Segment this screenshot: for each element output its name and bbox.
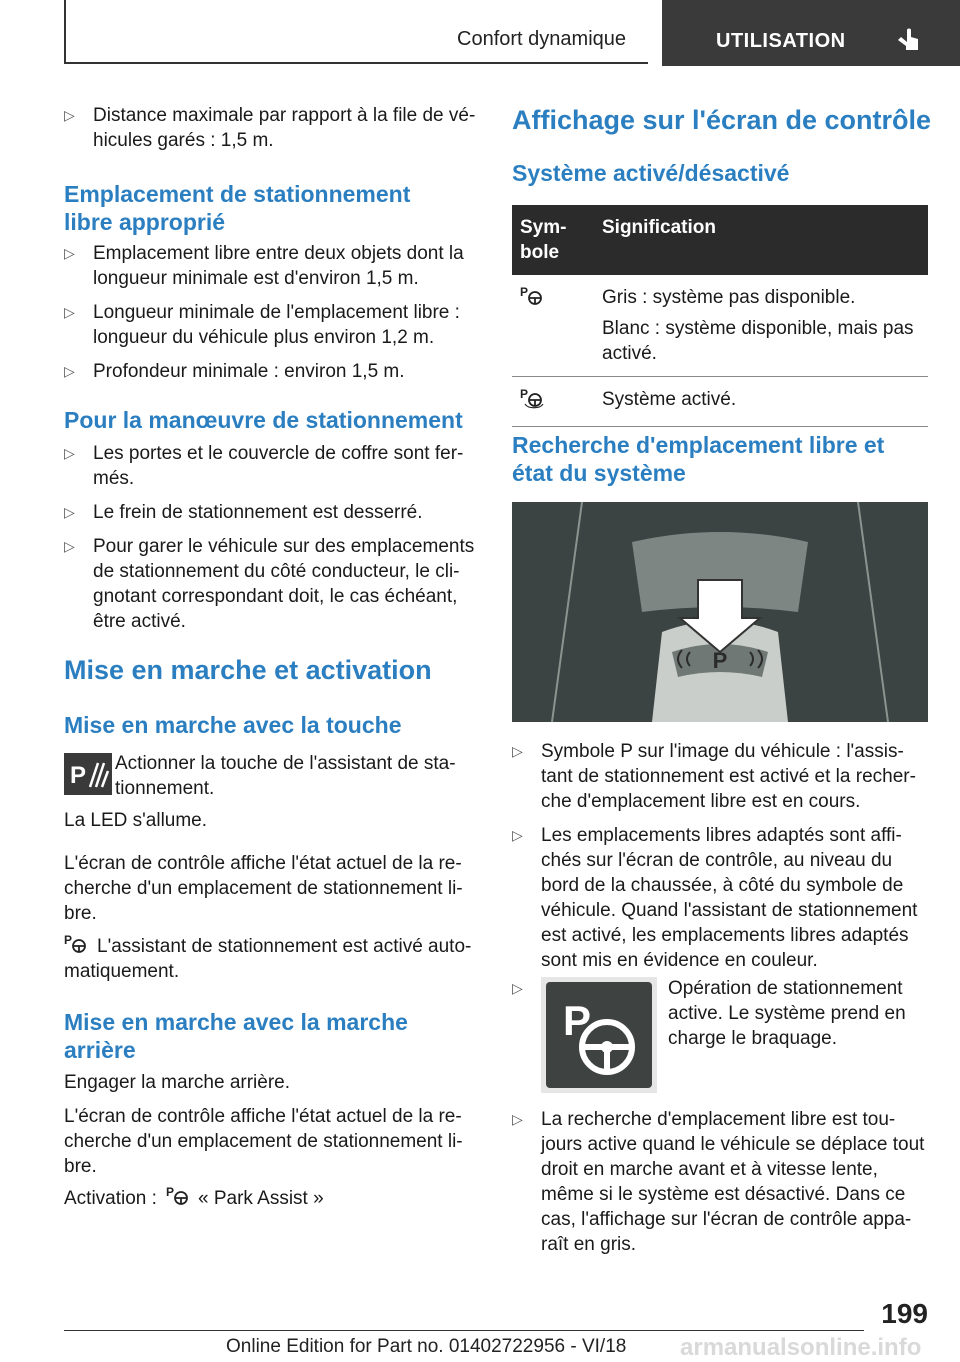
parking-illustration bbox=[512, 502, 928, 722]
park-assist-icon bbox=[520, 285, 544, 307]
list-item: ▷ Profondeur minimale : environ 1,5 m. bbox=[64, 361, 405, 382]
svg-text:P: P bbox=[166, 1185, 175, 1199]
park-button-icon bbox=[64, 753, 112, 795]
svg-text:P: P bbox=[563, 997, 592, 1044]
triangle-bullet-icon: ▷ bbox=[512, 743, 523, 759]
svg-text:P: P bbox=[520, 387, 529, 401]
footer-divider bbox=[64, 1330, 864, 1331]
heading-button: Mise en marche avec la touche bbox=[64, 712, 402, 738]
meaning-line: Système activé. bbox=[602, 389, 737, 410]
steering-text: Opération de stationnement active. Le système prend en charge le braquage. bbox=[668, 978, 906, 1049]
heading-reverse: Mise en marche avec la marche arrière bbox=[64, 1009, 408, 1063]
maneuver-list bbox=[64, 441, 478, 634]
table-header-row bbox=[512, 205, 928, 275]
chapter-title: UTILISATION bbox=[716, 30, 846, 52]
list-item: ▷ Les emplacements libres adaptés sont affi- chés sur l'écran de contrôle, au niveau du bord de la chaussée, à côté du symbole de véhicule. Quand l'assistant de stationnement est activé, les emplacements libres adaptés sont mis en évidence en couleur. bbox=[512, 825, 918, 971]
park-assist-active-icon bbox=[520, 387, 544, 409]
space-section bbox=[64, 241, 478, 393]
meaning-cell bbox=[594, 275, 928, 377]
meaning-line: Blanc : système disponible, mais pas activé. bbox=[602, 318, 914, 364]
svg-text:P: P bbox=[64, 933, 73, 947]
heading-free-space: Emplacement de stationnement libre approprié bbox=[64, 181, 411, 235]
steering-assist-icon bbox=[541, 977, 657, 1093]
last-list bbox=[512, 1107, 928, 1257]
heading-maneuver: Pour la manœuvre de stationnement bbox=[64, 407, 463, 433]
space-list bbox=[64, 241, 478, 384]
meaning-cell bbox=[594, 377, 928, 427]
screen-text: L'écran de contrôle affiche l'état actuel de la re- cherche d'un emplacement de stationnement li- bre. bbox=[64, 853, 463, 924]
svg-text:P: P bbox=[520, 285, 529, 299]
reverse-screen: L'écran de contrôle affiche l'état actuel de la re- cherche d'un emplacement de stationnement li- bre. bbox=[64, 1106, 463, 1177]
triangle-bullet-icon: ▷ bbox=[512, 827, 523, 843]
header-section-box bbox=[64, 0, 648, 64]
list-item: ▷ Emplacement libre entre deux objets dont la longueur minimale est d'environ 1,5 m. bbox=[64, 243, 464, 289]
maneuver-section bbox=[64, 441, 478, 643]
triangle-bullet-icon: ▷ bbox=[64, 245, 75, 261]
list-item: ▷ Symbole P sur l'image du véhicule : l'assis- tant de stationnement est activé et la recher- che d'emplacement libre est en cours. bbox=[512, 741, 916, 812]
auto-text-2: matiquement. bbox=[64, 961, 180, 982]
triangle-bullet-icon: ▷ bbox=[64, 304, 75, 320]
triangle-bullet-icon: ▷ bbox=[64, 504, 75, 520]
led-text: La LED s'allume. bbox=[64, 810, 208, 831]
table-row bbox=[512, 377, 928, 427]
symbol-cell bbox=[512, 275, 594, 377]
last-section bbox=[512, 1107, 928, 1266]
svg-text:P: P bbox=[70, 762, 87, 789]
list-item: ▷ Longueur minimale de l'emplacement libre : longueur du véhicule plus environ 1,2 m. bbox=[64, 302, 460, 348]
park-assist-menu-icon bbox=[166, 1185, 190, 1207]
list-item: ▷ Le frein de stationnement est desserré. bbox=[64, 502, 423, 523]
left-column bbox=[64, 103, 478, 162]
page-number: 199 bbox=[881, 1298, 928, 1329]
list-item: ▷ Pour garer le véhicule sur des emplacements de stationnement du côté conducteur, le cli- gnotant correspondant doit, le cas échéant, être activé. bbox=[64, 536, 475, 632]
watermark: armanualsonline.info bbox=[680, 1334, 922, 1361]
col-meaning: Signification bbox=[594, 205, 928, 275]
park-assist-icon bbox=[64, 933, 88, 955]
triangle-bullet-icon: ▷ bbox=[512, 1111, 523, 1127]
heading-search: Recherche d'emplacement libre et état du système bbox=[512, 432, 885, 486]
edition-text: Online Edition for Part no. 01402722956 - VI/18 bbox=[226, 1336, 627, 1357]
symbol-table bbox=[512, 205, 928, 427]
search-section bbox=[512, 739, 928, 982]
reverse-engage: Engager la marche arrière. bbox=[64, 1072, 290, 1093]
button-text: Actionner la touche de l'assistant de sta- tionnement. bbox=[115, 753, 456, 799]
symbol-cell bbox=[512, 377, 594, 427]
triangle-bullet-icon: ▷ bbox=[64, 107, 75, 123]
triangle-bullet-icon: ▷ bbox=[64, 538, 75, 554]
triangle-bullet-icon: ▷ bbox=[512, 980, 523, 996]
list-item: ▷ La recherche d'emplacement libre est tou- jours active quand le véhicule se déplace tout droit en marche avant et à vitesse lente, même si le système est désactivé. Dans ce cas, l'affichage sur l'écran de contrôle appa- raît en gris. bbox=[512, 1109, 925, 1255]
list-item: ▷ Les portes et le couvercle de coffre sont fer- més. bbox=[64, 443, 464, 489]
auto-text: L'assistant de stationnement est activé auto- bbox=[97, 936, 472, 957]
triangle-bullet-icon: ▷ bbox=[64, 363, 75, 379]
triangle-bullet-icon: ▷ bbox=[64, 445, 75, 461]
heading-activation: Mise en marche et activation bbox=[64, 655, 432, 685]
meaning-line: Gris : système pas disponible. bbox=[602, 287, 856, 308]
intro-list bbox=[64, 103, 478, 153]
activation-label: Activation : bbox=[64, 1188, 157, 1209]
section-title: Confort dynamique bbox=[457, 28, 626, 50]
list-item: ▷ Distance maximale par rapport à la file de vé- hicules garés : 1,5 m. bbox=[64, 105, 476, 151]
search-list bbox=[512, 739, 928, 973]
pointing-hand-icon bbox=[894, 26, 920, 52]
illustration-p-label: P bbox=[712, 648, 728, 673]
heading-system: Système activé/désactivé bbox=[512, 160, 790, 186]
activation-value: « Park Assist » bbox=[198, 1188, 324, 1209]
col-symbol: Sym- bole bbox=[512, 205, 594, 275]
heading-display: Affichage sur l'écran de contrôle bbox=[512, 105, 932, 135]
table-row bbox=[512, 275, 928, 377]
